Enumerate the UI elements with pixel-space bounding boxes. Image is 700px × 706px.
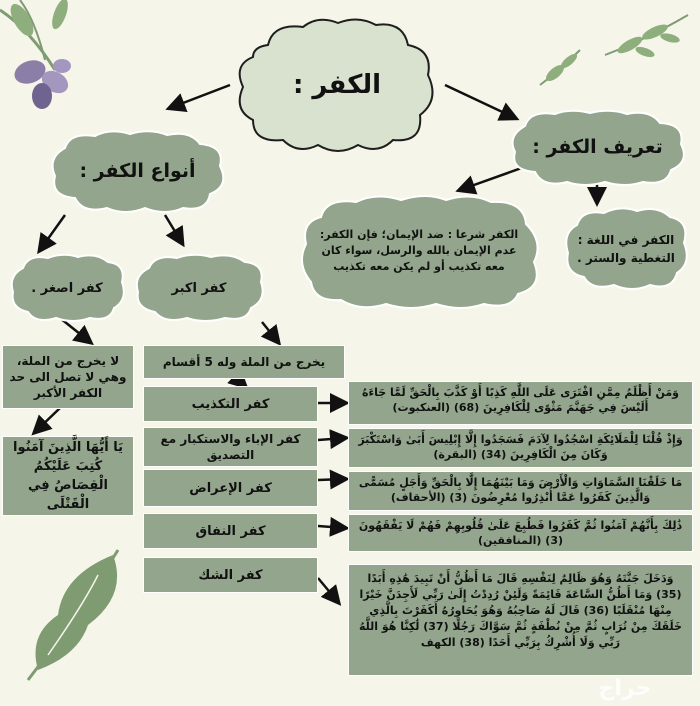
evidence-iba-istikbar: وَإِذْ قُلْنَا لِلْمَلَائِكَةِ اسْجُدُوا لِآدَمَ فَسَجَدُوا إِلَّا إِبْلِيسَ أَبَىٰ وَاسْتَكْبَرَ وَكَانَ مِنَ الْكَافِرِينَ (34) (البقرة): [348, 428, 693, 468]
types-heading: أنواع الكفر :: [79, 159, 196, 182]
watermark-logo: حراج: [598, 676, 652, 701]
minor-kufr-example: يَا أَيُّهَا الَّذِينَ آمَنُوا كُتِبَ عَلَيْكُمُ الْقِصَاصُ فِي الْقَتْلَى: [2, 436, 134, 516]
major-kufr-note: يخرج من الملة وله 5 أقسام: [143, 345, 345, 379]
section-takdhib: كفر التكذيب: [143, 386, 318, 422]
minor-kufr-cloud: [8, 252, 126, 324]
arrow-icon: [170, 85, 230, 108]
arrow-icon: [35, 408, 60, 432]
arrow-icon: [318, 438, 345, 440]
title-cloud: [228, 15, 446, 155]
evidence-shakk: وَدَخَلَ جَنَّتَهُ وَهُوَ ظَالِمٌ لِنَفْسِهِ قَالَ مَا أَظُنُّ أَنْ تَبِيدَ هَٰذِهِ أَبَدًا (35) وَمَا أَظُنُّ السَّاعَةَ قَائِمَةً وَلَئِنْ رُدِدْتُ إِلَىٰ رَبِّي لَأَجِدَنَّ خَيْرًا مِنْهَا مُنْقَلَبًا (36) قَالَ لَهُ صَاحِبُهُ وَهُوَ يُحَاوِرُهُ أَكَفَرْتَ بِالَّذِي خَلَقَكَ مِنْ تُرَابٍ ثُمَّ مِنْ نُطْفَةٍ ثُمَّ سَوَّاكَ رَجُلًا (37) لَٰكِنَّا هُوَ اللَّهُ رَبِّي وَلَا أُشْرِكُ بِرَبِّي أَحَدًا (38) الكهف: [348, 564, 693, 676]
minor-kufr-label: كفر اصغر .: [31, 280, 103, 296]
legal-definition-cloud: [296, 192, 542, 310]
legal-definition-text: الكفر شرعا : ضد الإيمان؛ فإن الكفر: عدم الإيمان بالله والرسل، سواء كان معه تكذيب أو لم يكن معه تكذيب: [319, 228, 519, 273]
evidence-takdhib: وَمَنْ أَظْلَمُ مِمَّنِ افْتَرَى عَلَى اللَّهِ كَذِبًا أَوْ كَذَّبَ بِالْحَقِّ لَمَّا جَاءَهُ أَلَيْسَ فِي جَهَنَّمَ مَثْوًى لِلْكَافِرِينَ (68) (العنكبوت): [348, 381, 693, 425]
section-iradh: كفر الإعراض: [143, 469, 318, 507]
arrow-icon: [318, 526, 345, 528]
section-nifaq: كفر النفاق: [143, 513, 318, 549]
evidence-iradh: مَا خَلَقْنَا السَّمَاوَاتِ وَالْأَرْضَ وَمَا بَيْنَهُمَا إِلَّا بِالْحَقِّ وَأَجَلٍ مُسَمًّى وَالَّذِينَ كَفَرُوا عَمَّا أُنْذِرُوا مُعْرِضُونَ (3) (الأحقاف): [348, 471, 693, 511]
major-kufr-label: كفر اكبر: [171, 280, 227, 296]
linguistic-definition-text: الكفر في اللغة : التغطية والستر .: [577, 233, 675, 265]
arrow-icon: [165, 215, 182, 243]
section-iba-istikbar: كفر الإباء والاستكبار مع التصديق: [143, 427, 318, 467]
major-kufr-cloud: [133, 252, 265, 324]
definition-heading: تعريف الكفر :: [532, 136, 663, 158]
minor-kufr-note: لا يخرج من الملة، وهي لا تصل الى حد الكفر الأكبر: [2, 345, 134, 409]
arrow-icon: [40, 215, 65, 250]
section-shakk: كفر الشك: [143, 557, 318, 593]
arrow-icon: [318, 479, 345, 480]
arrow-icon: [262, 322, 278, 342]
arrow-icon: [318, 578, 338, 602]
evidence-nifaq: ذَٰلِكَ بِأَنَّهُمْ آمَنُوا ثُمَّ كَفَرُوا فَطُبِعَ عَلَىٰ قُلُوبِهِمْ فَهُمْ لَا يَفْقَهُونَ (3) (المنافقين): [348, 514, 693, 552]
page-title: الكفر :: [292, 70, 382, 100]
linguistic-definition-cloud: [562, 205, 690, 293]
definition-heading-cloud: [505, 108, 690, 186]
types-heading-cloud: [45, 128, 230, 213]
